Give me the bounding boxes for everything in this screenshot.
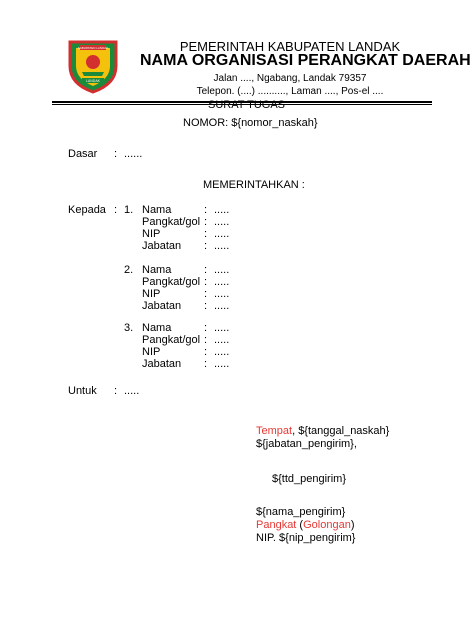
person-3-nip-value: .....: [214, 346, 230, 358]
dasar-value: ......: [124, 148, 143, 160]
signature-rank: [256, 519, 355, 531]
signature-position: ${jabatan_pengirim},: [256, 438, 357, 450]
person-1-jabatan-value: .....: [214, 240, 230, 252]
person-1-pangkat-value: .....: [214, 216, 230, 228]
person-3-jabatan-colon: :: [204, 358, 208, 370]
person-1-nama-label: Nama: [142, 204, 172, 216]
person-2-jabatan-label: Jabatan: [142, 300, 182, 312]
government-name: PEMERINTAH KABUPATEN LANDAK: [179, 39, 401, 54]
person-2-nip-label: NIP: [142, 288, 161, 300]
regency-emblem-icon: [64, 36, 122, 94]
person-1-nip-value: .....: [214, 228, 230, 240]
person-2-number: 2.: [124, 264, 134, 276]
person-3-pangkat-value: .....: [214, 334, 230, 346]
person-2-jabatan-colon: :: [204, 300, 208, 312]
person-2-jabatan-value: .....: [214, 300, 230, 312]
person-2-pangkat-colon: :: [204, 276, 208, 288]
signature-open-paren: (: [296, 519, 304, 531]
person-3-nip-colon: :: [204, 346, 208, 358]
document-title: SURAT TUGAS: [208, 99, 286, 111]
signature-grade-label: Golongan: [303, 519, 351, 531]
person-2-nama-label: Nama: [142, 264, 172, 276]
person-1-nama-colon: :: [204, 204, 208, 216]
person-3-number: 3.: [124, 322, 134, 334]
memerintahkan-heading: MEMERINTAHKAN :: [203, 179, 305, 191]
dasar-colon: :: [114, 148, 118, 160]
signature-place: Tempat: [256, 425, 293, 437]
person-3-jabatan-label: Jabatan: [142, 358, 182, 370]
signature-place-date: [256, 425, 389, 437]
person-3-nama-label: Nama: [142, 322, 172, 334]
person-1-number: 1.: [124, 204, 134, 216]
address-line: Jalan ...., Ngabang, Landak 79357: [213, 73, 367, 84]
signature-rank-label: Pangkat: [256, 519, 297, 531]
person-1-nip-colon: :: [204, 228, 208, 240]
person-3-nama-value: .....: [214, 322, 230, 334]
emblem-banner-text: KABUPATEN LANDAK: [77, 46, 109, 50]
person-2-nama-value: .....: [214, 264, 230, 276]
person-2-nama-colon: :: [204, 264, 208, 276]
person-2-pangkat-value: .....: [214, 276, 230, 288]
signature-close-paren: ): [350, 519, 355, 531]
dasar-label: Dasar: [68, 148, 98, 160]
contact-line: Telepon. (....) .........., Laman ...., Pos-el ....: [196, 86, 384, 97]
person-3-jabatan-value: .....: [214, 358, 230, 370]
person-2-nip-colon: :: [204, 288, 208, 300]
organization-name: NAMA ORGANISASI PERANGKAT DAERAH: [140, 52, 471, 69]
untuk-colon: :: [114, 385, 118, 397]
person-3-nip-label: NIP: [142, 346, 161, 358]
untuk-label: Untuk: [68, 385, 97, 397]
kepada-colon: :: [114, 204, 118, 216]
person-3-nama-colon: :: [204, 322, 208, 334]
kepada-label: Kepada: [68, 204, 106, 216]
person-2-pangkat-label: Pangkat/gol: [142, 276, 201, 288]
person-3-pangkat-colon: :: [204, 334, 208, 346]
document-number: NOMOR: ${nomor_naskah}: [183, 117, 318, 129]
untuk-value: .....: [124, 385, 140, 397]
signature-date: , ${tanggal_naskah}: [292, 425, 390, 437]
person-2-nip-value: .....: [214, 288, 230, 300]
person-1-nama-value: .....: [214, 204, 230, 216]
person-1-nip-label: NIP: [142, 228, 161, 240]
signature-nip: NIP. ${nip_pengirim}: [256, 532, 356, 544]
person-1-pangkat-label: Pangkat/gol: [142, 216, 201, 228]
emblem-motto-text: LANDAK: [85, 79, 101, 83]
signature-ttd-placeholder: ${ttd_pengirim}: [272, 473, 346, 485]
person-1-pangkat-colon: :: [204, 216, 208, 228]
person-1-jabatan-label: Jabatan: [142, 240, 182, 252]
person-1-jabatan-colon: :: [204, 240, 208, 252]
signature-name: ${nama_pengirim}: [256, 506, 346, 518]
person-3-pangkat-label: Pangkat/gol: [142, 334, 201, 346]
